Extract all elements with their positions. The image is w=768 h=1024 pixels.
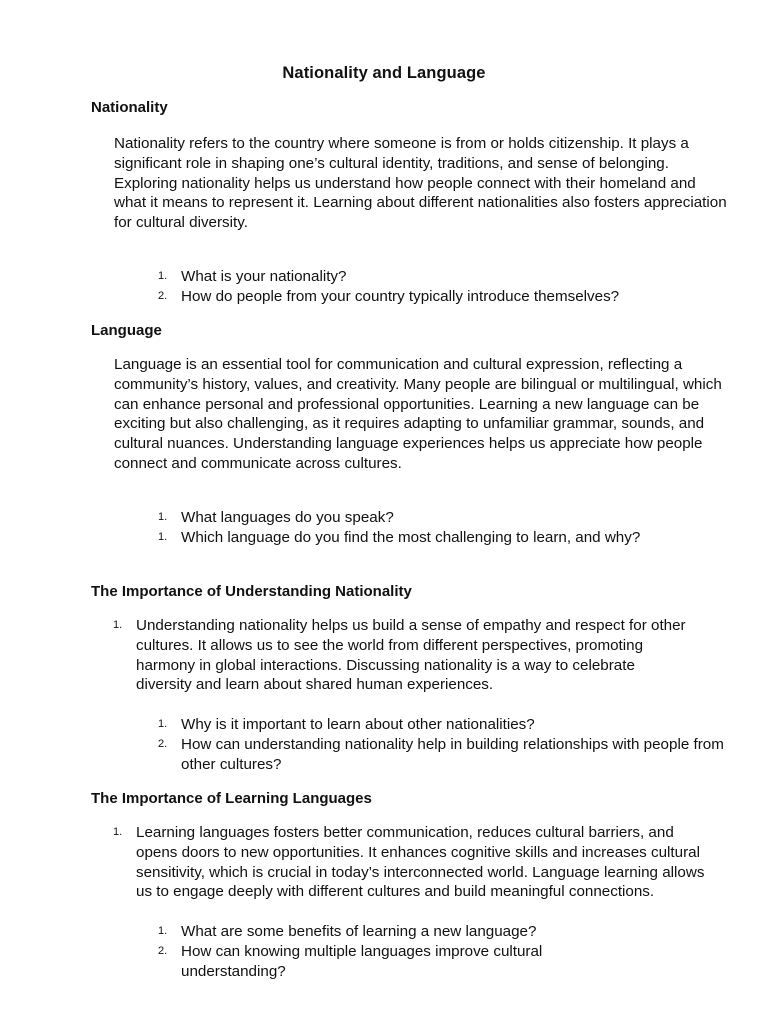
nationality-question: What is your nationality? <box>181 268 347 285</box>
language-paragraph: Language is an essential tool for communication and cultural expression, reflecting a community’s history, values, and creativity. Many people are bilingual or multilingual, which can enhance personal and professional opportunities. Learning a new language can be exciting but also challenging, as it requires adapting to unfamiliar grammar, sounds, and cultural nuances. Understanding language experiences helps us appreciate how people connect and communicate across cultures. <box>114 356 722 472</box>
understanding-nationality-item: Understanding nationality helps us build a sense of empathy and respect for other cultures. It allows us to see the world from different perspectives, promoting harmony in global interactions. Discussing nationality is a way to celebrate diversity and learn about shared human experiences. <box>136 617 686 694</box>
question-number: 1. <box>158 925 168 937</box>
question-number: 2. <box>158 290 168 302</box>
learning-languages-item: Learning languages fosters better communication, reduces cultural barriers, and opens doors to new opportunities. It enhances cognitive skills and increases cultural sensitivity, which is crucial in today’s interconnected world. Language learning allows us to engage deeply with different cultures and build meaningful connections. <box>136 824 705 901</box>
list-item-number: 1. <box>113 619 123 631</box>
section-heading-learning-languages: The Importance of Learning Languages <box>91 790 372 807</box>
section-heading-understanding-nationality: The Importance of Understanding Nationality <box>91 583 412 600</box>
nationality-paragraph: Nationality refers to the country where someone is from or holds citizenship. It plays a significant role in shaping one’s cultural identity, traditions, and sense of belonging. Exploring nationality helps us understand how people connect with their homeland and what it means to represent it. Learning about different nationalities also fosters appreciation for cultural diversity. <box>114 135 727 232</box>
learning-languages-question: How can knowing multiple languages improve cultural understanding? <box>181 943 543 980</box>
question-number: 1. <box>158 531 168 543</box>
understanding-nationality-question: Why is it important to learn about other nationalities? <box>181 716 535 733</box>
nationality-question: How do people from your country typically introduce themselves? <box>181 288 620 305</box>
understanding-nationality-question: How can understanding nationality help in building relationships with people from other cultures? <box>181 736 724 773</box>
language-question: Which language do you find the most challenging to learn, and why? <box>181 529 641 546</box>
question-number: 2. <box>158 738 168 750</box>
question-number: 2. <box>158 945 168 957</box>
section-heading-nationality: Nationality <box>91 99 168 116</box>
learning-languages-question: What are some benefits of learning a new language? <box>181 923 537 940</box>
question-number: 1. <box>158 718 168 730</box>
section-heading-language: Language <box>91 322 162 339</box>
language-question: What languages do you speak? <box>181 509 394 526</box>
document-title: Nationality and Language <box>282 64 486 82</box>
question-number: 1. <box>158 511 168 523</box>
question-number: 1. <box>158 270 168 282</box>
list-item-number: 1. <box>113 826 123 838</box>
